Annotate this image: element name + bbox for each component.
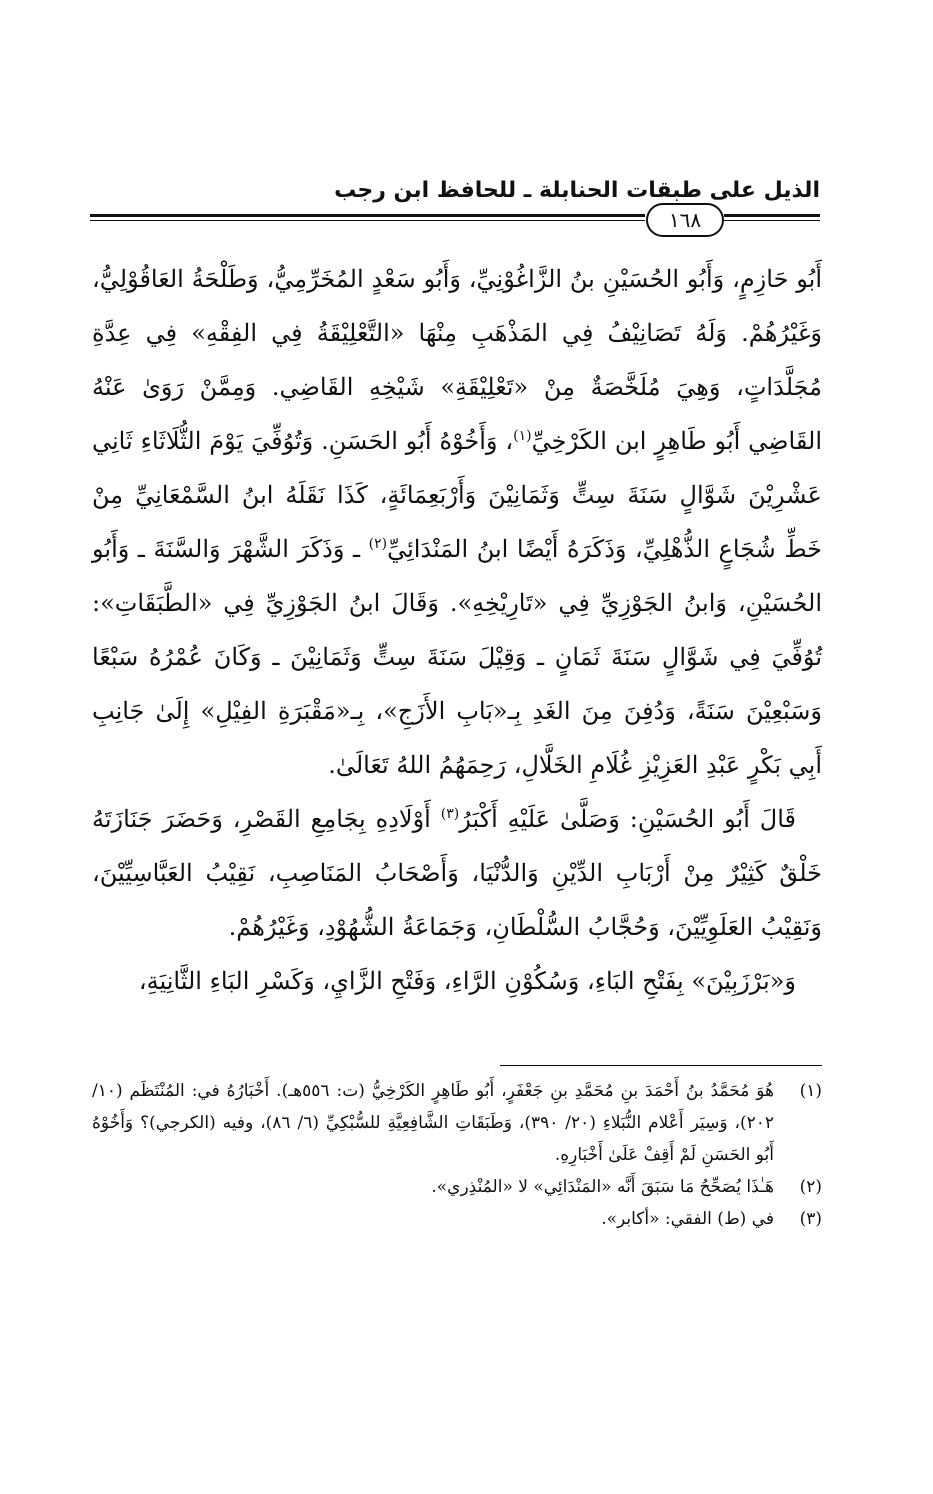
- paragraph-3-part-1: وَ«بَرْزَبِيْنَ» بِفَتْحِ البَاءِ، وَسُكُوْنِ الرَّاءِ، وَفَتْحِ الزَّايِ، وَكَسْرِ البَاءِ الثَّانِيَةِ،: [138, 967, 796, 995]
- footnote-separator: [500, 1065, 822, 1066]
- paragraph-1: [92, 252, 822, 792]
- running-title: الذيل على طبقات الحنابلة ـ للحافظ ابن رجب: [334, 178, 820, 203]
- paragraph-1-part-3: ـ وَذَكَرَ الشَّهْرَ وَالسَّنَةَ ـ وَأَبُو الحُسَيْنِ، وَابنُ الجَوْزِيِّ فِي «تَارِيْخِهِ». وَقَالَ ابنُ الجَوْزِيِّ فِي «الطَّبَقَاتِ»: تُوُفِّيَ فِي شَوَّالٍ سَنَةَ ثَمَانٍ ـ وَقِيْلَ سَنَةَ سِتٍّ وَثَمَانِيْنَ ـ وَكَانَ عُمْرُهُ سَبْعًا وَسَبْعِيْنَ سَنَةً، وَدُفِنَ مِنَ الغَدِ بِـ«بَابِ الأَزَجِ»، بِـ«مَقْبَرَةِ الفِيْلِ» إِلَىٰ جَانِبِ أَبِي بَكْرٍ عَبْدِ العَزِيْزِ غُلَامِ الخَلَّالِ، رَحِمَهُمُ اللهُ تَعَالَىٰ.: [92, 535, 822, 779]
- footnote-text: هُوَ مُحَمَّدُ بنُ أَحْمَدَ بنِ مُحَمَّدِ بنِ جَعْفَرٍ، أَبُو طَاهِرٍ الكَرْخِيُّ (ت: ٥٥٦هـ). أَخْبَارُهُ في: المُنْتَظَم (١٠/ ٢٠٢)، وَسِيَر أَعْلام النُّبَلاءِ (٢٠/ ٣٩٠)، وَطَبَقَاتِ الشَّافِعِيَّةِ للسُّبْكِيِّ (٦/ ٨٦)، وفيه (الكرجي)؟ وَأَخُوْهُ أَبُو الحَسَنِ لَمْ أَقِفْ عَلَىٰ أَخْبَارِهِ.: [92, 1081, 774, 1165]
- footnote-number: (٢): [799, 1177, 822, 1197]
- header-rule-left: [90, 214, 645, 221]
- footnote-number: (٣): [799, 1209, 822, 1229]
- paragraph-2-part-1: قَالَ أَبُو الحُسَيْنِ: وَصَلَّىٰ عَلَيْهِ أَكْبَرُ: [459, 805, 796, 833]
- footnote-ref-1: (١): [513, 428, 532, 444]
- footnote-1: [92, 1075, 822, 1171]
- paragraph-3: [92, 954, 822, 1008]
- paragraph-2: [92, 792, 822, 954]
- footnote-number: (١): [799, 1081, 822, 1101]
- footnote-text: هَـٰذَا يُصَحِّحُ مَا سَبَقَ أَنَّه «المَنْدَائِي» لا «المُنْذِري».: [431, 1177, 774, 1197]
- footnote-ref-2: (٢): [368, 536, 388, 552]
- paragraph-2-part-2: أَوْلَادِهِ بِجَامِعِ القَصْرِ، وَحَضَرَ جَنَازَتَهُ خَلْقٌ كَثِيْرٌ مِنْ أَرْبَابِ الدِّيْنِ وَالدُّنْيَا، وَأَصْحَابُ المَنَاصِبِ، نَقِيْبُ العَبَّاسِيِّيْنَ، وَنَقِيْبُ العَلَوِيِّيْنَ، وَحُجَّابُ السُّلْطَانِ، وَجَمَاعَةُ الشُّهُوْدِ، وَغَيْرُهُمْ.: [92, 805, 822, 941]
- paragraph-1-part-2: ، وَأَخُوْهُ أَبُو الحَسَنِ. وَتُوُفِّيَ يَوْمَ الثُّلَاثَاءِ ثَانِي عَشْرِيْنَ شَوَّالٍ سَنَةَ سِتٍّ وَثَمَانِيْنَ وَأَرْبَعِمَائَةٍ، كَذَا نَقَلَهُ ابنُ السَّمْعَانِيِّ مِنْ خَطِّ شُجَاعٍ الذُّهْلِيِّ، وَذَكَرَهُ أَيْضًا ابنُ المَنْدَائِيِّ: [92, 427, 822, 563]
- page-number: ١٦٨: [646, 203, 724, 237]
- footnote-text: في (ط) الفقي: «أكابر».: [601, 1209, 774, 1229]
- footnote-3: [92, 1203, 822, 1235]
- footnote-ref-3: (٣): [440, 806, 460, 822]
- footnotes: [92, 1075, 822, 1235]
- footnote-2: [92, 1171, 822, 1203]
- header-rule-right: [724, 214, 820, 221]
- paragraph-1-part-1: أَبُو حَازِمٍ، وَأَبُو الحُسَيْنِ بنُ الزَّاغُوْنِيِّ، وَأَبُو سَعْدٍ المُخَرِّمِيُّ، وَطَلْحَةُ العَاقُوْلِيُّ، وَغَيْرُهُمْ. وَلَهُ تَصَانِيْفُ فِي المَذْهَبِ مِنْهَا «التَّعْلِيْقَةُ فِي الفِقْهِ» فِي عِدَّةِ مُجَلَّدَاتٍ، وَهِيَ مُلَخَّصَةٌ مِنْ «تَعْلِيْقَةِ» شَيْخِهِ القَاضِي. وَمِمَّنْ رَوَىٰ عَنْهُ القَاضِي أَبُو طَاهِرٍ ابن الكَرْخِيِّ: [92, 265, 822, 455]
- main-text: [92, 252, 822, 1008]
